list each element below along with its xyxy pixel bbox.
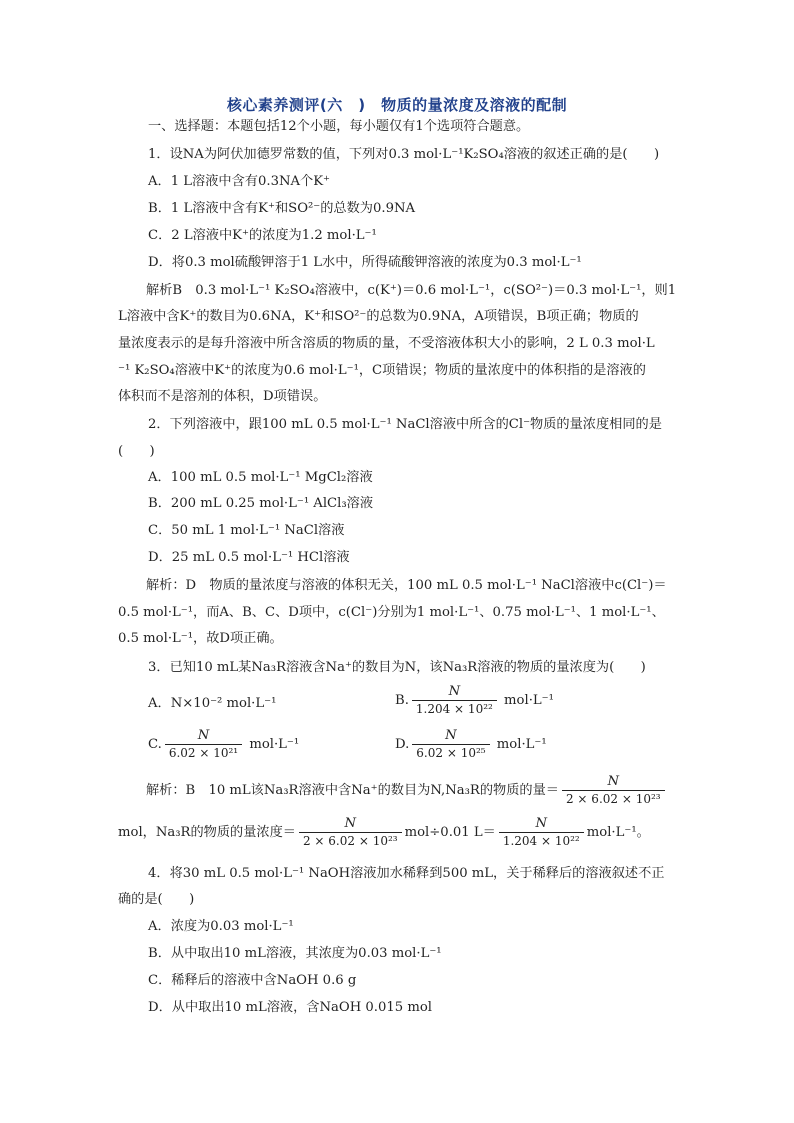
question-1-explanation-line: L溶液中含K⁺的数目为0.6NA，K⁺和SO²⁻的总数为0.9NA，A项错误，B项正确；物质的 [118, 309, 639, 324]
fraction-denominator: 2 × 6.02 × 10²³ [299, 832, 402, 849]
question-1-explanation-line: 体积而不是溶剂的体积，D项错误。 [118, 389, 327, 404]
unit: mol·L⁻¹ [249, 737, 300, 752]
fraction [299, 816, 402, 849]
fraction [499, 816, 584, 849]
option-b-label: B. [395, 693, 409, 708]
question-3-option-c [148, 728, 299, 761]
explanation-text: mol·L⁻¹。 [586, 825, 650, 840]
question-2-stem-cont: ( ) [118, 444, 155, 459]
question-4-option-a: A．浓度为0.03 mol·L⁻¹ [148, 919, 294, 934]
question-4-option-b: B．从中取出10 mL溶液，其浓度为0.03 mol·L⁻¹ [148, 946, 442, 961]
question-3-explanation-line [118, 816, 650, 849]
question-1-option-a: A．1 L溶液中含有0.3NA个K⁺ [148, 174, 331, 189]
question-3-stem: 3．已知10 mL某Na₃R溶液含Na⁺的数目为N，该Na₃R溶液的物质的量浓度为( ) [148, 660, 646, 675]
question-4-option-c: C．稀释后的溶液中含NaOH 0.6 g [148, 973, 357, 988]
question-3-option-a: A．N×10⁻² mol·L⁻¹ [148, 696, 277, 711]
question-2-explanation-line: 解析：D 物质的量浓度与溶液的体积无关，100 mL 0.5 mol·L⁻¹ NaCl溶液中c(Cl⁻)＝ [146, 578, 667, 593]
fraction-denominator: 2 × 6.02 × 10²³ [562, 790, 665, 807]
question-1-stem: 1．设NA为阿伏加德罗常数的值，下列对0.3 mol·L⁻¹K₂SO₄溶液的叙述正确的是( ) [148, 147, 660, 162]
explanation-text: mol÷0.01 L＝ [404, 825, 496, 840]
question-3-explanation-line [146, 774, 668, 807]
question-4-stem: 4．将30 mL 0.5 mol·L⁻¹ NaOH溶液加水稀释到500 mL，关于稀释后的溶液叙述不正 [148, 866, 665, 881]
option-c-label: C. [148, 737, 162, 752]
question-2-explanation-line: 0.5 mol·L⁻¹，故D项正确。 [118, 631, 283, 646]
fraction-denominator: 1.204 × 10²² [499, 832, 584, 849]
question-1-option-b: B．1 L溶液中含有K⁺和SO²⁻的总数为0.9NA [148, 201, 416, 216]
fraction-numerator: N [344, 816, 357, 831]
question-2-option-a: A．100 mL 0.5 mol·L⁻¹ MgCl₂溶液 [148, 470, 373, 485]
option-d-label: D. [395, 737, 410, 752]
fraction-denominator: 6.02 × 10²⁵ [412, 744, 489, 761]
section-heading: 一、选择题：本题包括12个小题，每小题仅有1个选项符合题意。 [148, 119, 530, 134]
fraction [562, 774, 665, 807]
fraction-numerator: N [448, 684, 461, 699]
explanation-text: 解析：B 10 mL该Na₃R溶液中含Na⁺的数目为N,Na₃R的物质的量＝ [146, 783, 559, 798]
question-3-option-b [395, 684, 554, 717]
question-1-explanation-line: ⁻¹ K₂SO₄溶液中K⁺的浓度为0.6 mol·L⁻¹，C项错误；物质的量浓度中的体积指的是溶液的 [118, 363, 646, 378]
question-4-stem-cont: 确的是( ) [118, 892, 195, 907]
fraction-denominator: 1.204 × 10²² [412, 700, 497, 717]
fraction-numerator: N [535, 816, 548, 831]
page-title: 核心素养测评(六 ) 物质的量浓度及溶液的配制 [226, 96, 568, 114]
question-2-option-c: C．50 mL 1 mol·L⁻¹ NaCl溶液 [148, 523, 345, 538]
fraction-numerator: N [197, 728, 210, 743]
question-1-option-c: C．2 L溶液中K⁺的浓度为1.2 mol·L⁻¹ [148, 228, 377, 243]
question-2-option-d: D．25 mL 0.5 mol·L⁻¹ HCl溶液 [148, 550, 350, 565]
explanation-text: mol，Na₃R的物质的量浓度＝ [118, 825, 296, 840]
question-1-explanation-line: 量浓度表示的是每升溶液中所含溶质的物质的量，不受溶液体积大小的影响，2 L 0.3 mol·L [118, 336, 655, 351]
question-1-option-d: D．将0.3 mol硫酸钾溶于1 L水中，所得硫酸钾溶液的浓度为0.3 mol·L⁻¹ [148, 255, 582, 270]
fraction [165, 728, 242, 761]
fraction-denominator: 6.02 × 10²¹ [165, 744, 242, 761]
question-1-explanation-line: 解析B 0.3 mol·L⁻¹ K₂SO₄溶液中，c(K⁺)＝0.6 mol·L⁻¹，c(SO²⁻)＝0.3 mol·L⁻¹，则1 [146, 283, 677, 298]
question-3-option-d [395, 728, 547, 761]
fraction [412, 684, 497, 717]
unit: mol·L⁻¹ [496, 737, 547, 752]
fraction [412, 728, 489, 761]
fraction-numerator: N [607, 774, 620, 789]
fraction-numerator: N [445, 728, 457, 743]
question-2-option-b: B．200 mL 0.25 mol·L⁻¹ AlCl₃溶液 [148, 496, 374, 511]
question-4-option-d: D．从中取出10 mL溶液，含NaOH 0.015 mol [148, 1000, 433, 1015]
unit: mol·L⁻¹ [504, 693, 554, 708]
question-2-explanation-line: 0.5 mol·L⁻¹，而A、B、C、D项中，c(Cl⁻)分别为1 mol·L⁻¹、0.75 mol·L⁻¹、1 mol·L⁻¹、 [118, 605, 665, 620]
question-2-stem: 2．下列溶液中，跟100 mL 0.5 mol·L⁻¹ NaCl溶液中所含的Cl⁻物质的量浓度相同的是 [148, 417, 662, 432]
